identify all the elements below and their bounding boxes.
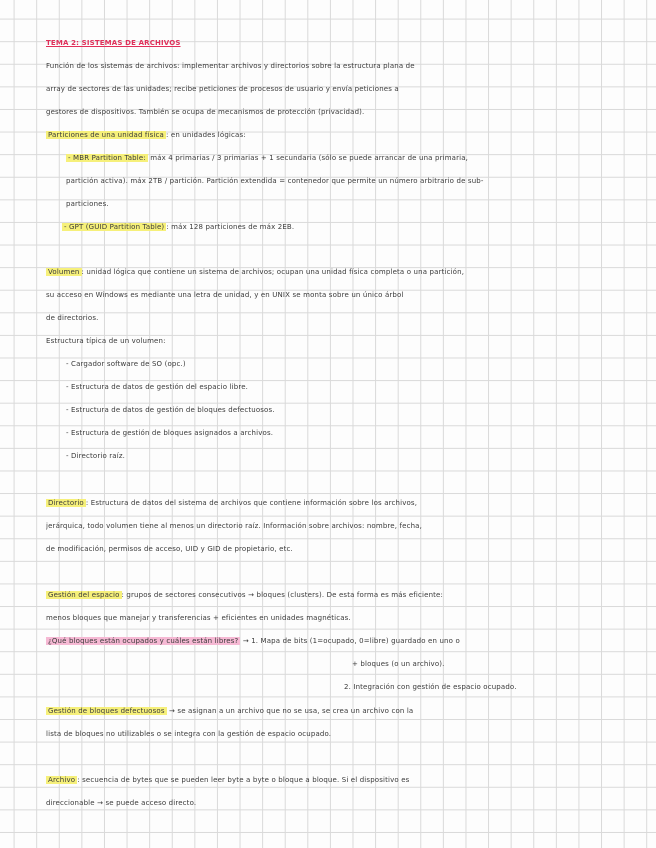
answer-1-cont: + bloques (o un archivo). [352, 660, 445, 668]
answer-1: → 1. Mapa de bits (1=ocupado, 0=libre) guardado en uno o [242, 637, 460, 645]
gpt-text: : máx 128 particiones de máx 2EB. [166, 223, 295, 231]
directorio-line-1 [46, 498, 642, 508]
estructura-item-2: - Estructura de datos de gestión del espacio libre. [66, 383, 249, 391]
defectuosos-text-1: → se asignan a un archivo que no se usa, se crea un archivo con la [169, 707, 414, 715]
estructura-item-5: - Directorio raíz. [66, 452, 126, 460]
volumen-text-1: : unidad lógica que contiene un sistema de archivos; ocupan una unidad física completa o una partición, [81, 268, 465, 276]
intro-line-3: gestores de dispositivos. También se ocupa de mecanismos de protección (privacidad). [46, 108, 365, 116]
question-text: ¿Qué bloques están ocupados y cuáles están libres? [48, 637, 239, 645]
volumen-line-2: su acceso en Windows es mediante una letra de unidad, y en UNIX se monta sobre un único árbol [46, 291, 404, 299]
defectuosos-line-2: lista de bloques no utilizables o se integra con la gestión de espacio ocupado. [46, 730, 332, 738]
gestion-line-1 [46, 590, 642, 600]
volumen-line-3: de directorios. [46, 314, 99, 322]
mbr-text-1: máx 4 primarias / 3 primarias + 1 secundaria (sólo se puede arrancar de una primaria, [150, 154, 469, 162]
directorio-line-3: de modificación, permisos de acceso, UID y GID de propietario, etc. [46, 545, 293, 553]
estructura-item-4: - Estructura de gestión de bloques asignados a archivos. [66, 429, 274, 437]
mbr-line-3: particiones. [66, 200, 109, 208]
directorio-line-2: jerárquica, todo volumen tiene al menos un directorio raíz. Información sobre archivos: nombre, fecha, [46, 522, 422, 530]
volumen-line-1 [46, 267, 642, 277]
gpt-line [62, 222, 642, 232]
question-line [46, 636, 642, 646]
particiones-line [46, 130, 642, 140]
mbr-line-1 [66, 153, 642, 163]
gestion-line-2: menos bloques que manejar y transferencias + eficientes en unidades magnéticas. [46, 614, 351, 622]
gpt-label: - GPT (GUID Partition Table) [64, 223, 165, 231]
gestion-text-1: : grupos de sectores consecutivos → bloques (clusters). De esta forma es más eficiente: [121, 591, 444, 599]
archivo-line-1 [46, 775, 642, 785]
volumen-heading: Volumen [48, 268, 80, 276]
particiones-text: : en unidades lógicas: [165, 131, 246, 139]
directorio-heading: Directorio [48, 499, 84, 507]
defectuosos-heading: Gestión de bloques defectuosos [48, 707, 165, 715]
archivo-text-1: : secuencia de bytes que se pueden leer byte a byte o bloque a bloque. Si el dispositivo es [77, 776, 410, 784]
particiones-heading: Particiones de una unidad física [48, 131, 164, 139]
estructura-item-1: - Cargador software de SO (opc.) [66, 360, 186, 368]
archivo-heading: Archivo [48, 776, 76, 784]
intro-line-1: Función de los sistemas de archivos: implementar archivos y directorios sobre la estructura plana de [46, 62, 415, 70]
answer-2: 2. Integración con gestión de espacio ocupado. [344, 683, 517, 691]
gestion-heading: Gestión del espacio [48, 591, 120, 599]
defectuosos-line-1 [46, 706, 642, 716]
mbr-label: - MBR Partition Table: [68, 154, 146, 162]
page-title: TEMA 2: SISTEMAS DE ARCHIVOS [46, 39, 181, 47]
directorio-text-1: : Estructura de datos del sistema de archivos que contiene información sobre los archivos, [85, 499, 418, 507]
mbr-line-2: partición activa). máx 2TB / partición. Partición extendida = contenedor que permite un número arbitrario de sub- [66, 177, 484, 185]
estructura-item-3: - Estructura de datos de gestión de bloques defectuosos. [66, 406, 275, 414]
estructura-heading: Estructura típica de un volumen: [46, 337, 166, 345]
archivo-line-2: direccionable → se puede acceso directo. [46, 799, 197, 807]
intro-line-2: array de sectores de las unidades; recibe peticiones de procesos de usuario y envía peticiones a [46, 85, 399, 93]
